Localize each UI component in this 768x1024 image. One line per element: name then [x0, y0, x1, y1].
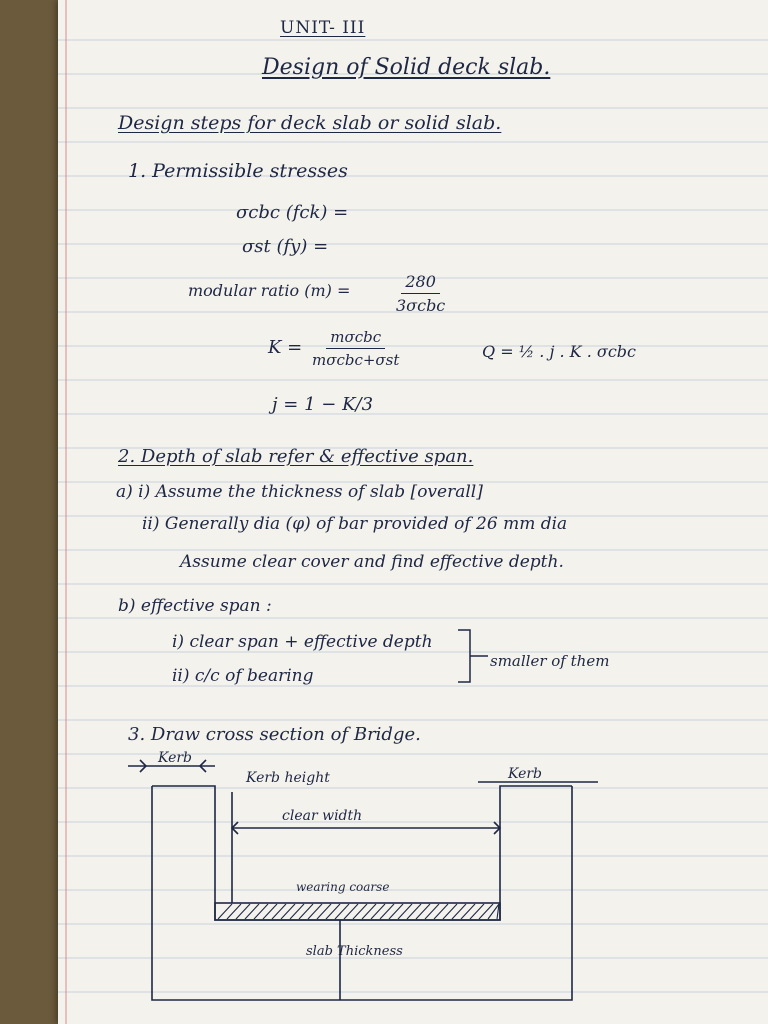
page-title: Design of Solid deck slab.	[262, 55, 551, 80]
page-subtitle: Design steps for deck slab or solid slab.	[118, 112, 502, 134]
kerb-right-label: Kerb	[508, 766, 543, 782]
step2-b-ii: ii) c/c of bearing	[172, 666, 314, 686]
wearing-coarse-label: wearing coarse	[296, 880, 390, 894]
sigma-st-formula: σst (fy) =	[242, 236, 329, 257]
step2-heading: 2. Depth of slab refer & effective span.	[118, 446, 474, 467]
clear-width-label: clear width	[282, 808, 363, 824]
j-formula: j = 1 − K/3	[272, 394, 374, 415]
smaller-of-them-note: smaller of them	[490, 652, 610, 670]
modular-ratio-label: modular ratio (m) =	[188, 281, 351, 300]
step1-heading: 1. Permissible stresses	[128, 160, 348, 182]
step3-heading: 3. Draw cross section of Bridge.	[128, 724, 421, 745]
step2-a-iii: Assume clear cover and find effective depth.	[180, 552, 564, 572]
modular-ratio-fraction: 280 3σcbc	[396, 272, 446, 315]
q-formula: Q = ½ . j . K . σcbc	[482, 342, 636, 361]
kerb-height-label: Kerb height	[246, 770, 330, 786]
step2-b-i: i) clear span + effective depth	[172, 632, 433, 652]
sigma-cbc-formula: σcbc (fck) =	[236, 202, 349, 223]
k-fraction: mσcbc mσcbc+σst	[312, 328, 400, 369]
step2-b-heading: b) effective span :	[118, 596, 272, 616]
step2-a-i: a) i) Assume the thickness of slab [overall]	[116, 482, 483, 502]
step2-a-ii: ii) Generally dia (φ) of bar provided of 26 mm dia	[142, 514, 568, 534]
k-label: K =	[268, 337, 303, 358]
slab-thickness-label: slab Thickness	[306, 944, 403, 959]
kerb-left-label: Kerb	[158, 750, 193, 766]
unit-label: UNIT- III	[280, 18, 366, 38]
